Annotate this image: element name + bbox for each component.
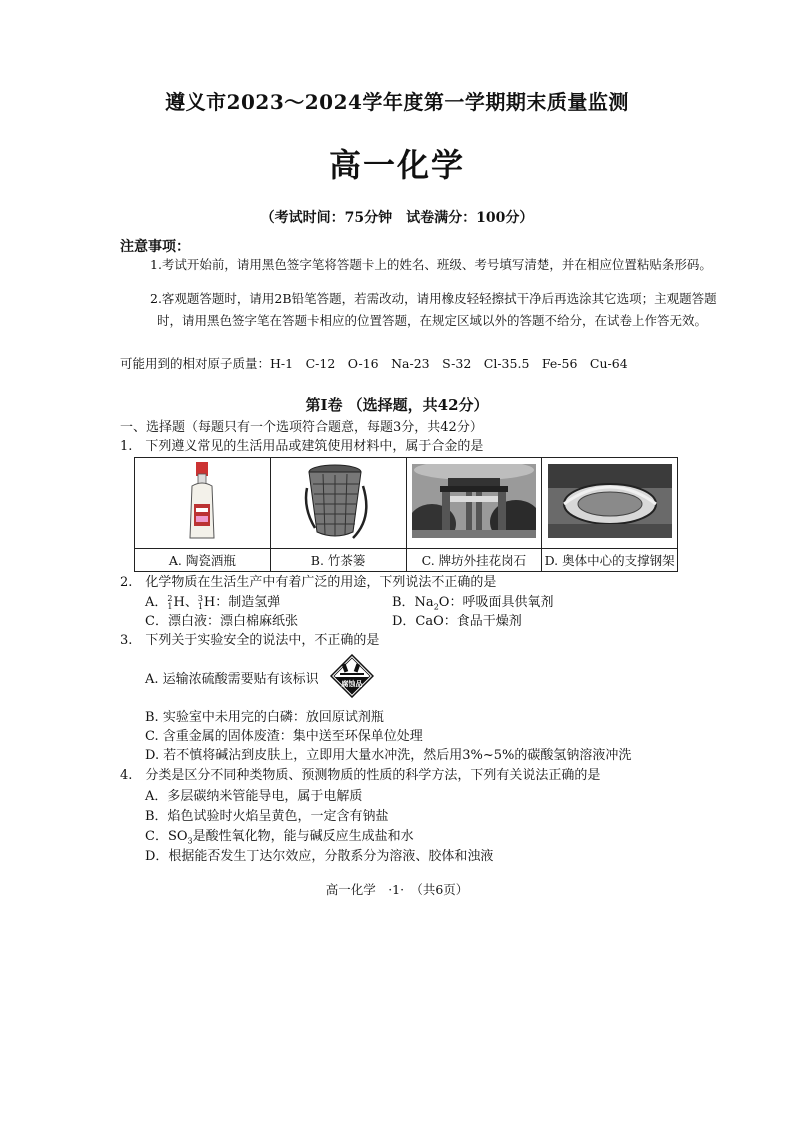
q2-option-c: C．漂白液：漂白棉麻纸张 <box>145 614 298 629</box>
q1-image-d <box>542 458 678 549</box>
corrosive-sign-label: 腐蚀品 <box>341 679 363 688</box>
q1-image-b <box>270 458 406 549</box>
q2-option-a <box>145 593 280 613</box>
q4-c-pre: C．SO <box>145 829 188 844</box>
section-heading: 第Ⅰ卷 （选择题，共42分） <box>305 396 489 414</box>
notes-heading: 注意事项： <box>120 239 190 255</box>
q2-h2-number: 1 <box>167 601 173 611</box>
q1-option-b: B. 竹茶篓 <box>270 549 406 572</box>
corrosive-hazard-icon <box>330 654 374 698</box>
q2-h3-mass: 3 <box>197 593 203 603</box>
q3-option-c: C. 含重金属的固体废渣：集中送至环保单位处理 <box>145 729 423 744</box>
exam-title: 遵义市2023～2024学年度第一学期期末质量监测 <box>165 90 629 114</box>
q2-stem: 2. 化学物质在生活生产中有着广泛的用途，下列说法不正确的是 <box>120 575 497 590</box>
liquor-bottle-icon <box>172 460 232 542</box>
q2-h2-mass: 2 <box>167 593 173 603</box>
atomic-masses: 可能用到的相对原子质量：H-1 C-12 O-16 Na-23 S-32 Cl-35.5 Fe-56 Cu-64 <box>120 356 628 371</box>
q4-option-d: D．根据能否发生丁达尔效应，分散系分为溶液、胶体和浊液 <box>145 849 494 864</box>
corrosive-sign <box>330 654 374 698</box>
q4-c-sub: 3 <box>187 836 193 846</box>
q2-h2-nuclide <box>167 595 172 611</box>
note-item-1: 1.考试开始前，请用黑色签字笔将答题卡上的姓名、班级、考号填写清楚，并在相应位置粘贴条形码。 <box>150 257 712 272</box>
q2-option-a-label: A． <box>145 595 168 610</box>
stadium-icon <box>548 464 672 538</box>
q2-b-post: O：呼吸面具供氧剂 <box>438 595 554 610</box>
q1-image-a <box>135 458 271 549</box>
page-footer: 高一化学 ·1· （共6页） <box>325 882 469 897</box>
q2-h3-nuclide <box>198 595 203 611</box>
q1-image-c <box>406 458 542 549</box>
q4-option-a: A．多层碳纳米管能导电，属于电解质 <box>145 789 363 804</box>
q3-option-d: D. 若不慎将碱沾到皮肤上，立即用大量水冲洗，然后用3%~5%的碳酸氢钠溶液冲洗 <box>145 748 632 763</box>
q2-b-pre: B．Na <box>392 595 434 610</box>
q2-option-d: D．CaO：食品干燥剂 <box>392 614 522 629</box>
q1-image-table <box>134 457 678 572</box>
q2-b-sub: 2 <box>433 602 439 612</box>
q1-option-d: D. 奥体中心的支撑钢架 <box>542 549 678 572</box>
q3-option-b: B. 实验室中未用完的白磷：放回原试剂瓶 <box>145 710 384 725</box>
bamboo-basket-icon <box>293 458 383 544</box>
note-item-2: 2.客观题答题时，请用2B铅笔答题，若需改动，请用橡皮轻轻擦拭干净后再选涂其它选项；主观题答题时，请用黑色签字笔在答题卡相应的位置答题，在规定区域以外的答题不给分，在试卷上作答无效。 <box>150 291 717 328</box>
section-instruction: 一、选择题（每题只有一个选项符合题意，每题3分，共42分） <box>120 420 483 435</box>
q2-h3-symbol: H：制造氢弹 <box>203 595 281 610</box>
stone-archway-icon <box>412 464 536 538</box>
q4-stem: 4. 分类是区分不同种类物质、预测物质的性质的科学方法，下列有关说法正确的是 <box>120 768 601 783</box>
q1-stem: 1. 下列遵义常见的生活用品或建筑使用材料中，属于合金的是 <box>120 439 484 454</box>
q4-c-post: 是酸性氧化物，能与碱反应生成盐和水 <box>192 829 414 844</box>
q1-option-c: C. 牌坊外挂花岗石 <box>406 549 542 572</box>
q3-stem: 3. 下列关于实验安全的说法中，不正确的是 <box>120 633 380 648</box>
q3-option-a: A. 运输浓硫酸需要贴有该标识 <box>145 672 319 687</box>
subject-title: 高一化学 <box>328 146 465 184</box>
q2-h3-number: 1 <box>197 601 203 611</box>
q2-h2-symbol: H、 <box>173 595 198 610</box>
q4-option-b: B．焰色试验时火焰呈黄色，一定含有钠盐 <box>145 809 389 824</box>
q1-option-a: A. 陶瓷酒瓶 <box>135 549 271 572</box>
exam-info: （考试时间：75分钟 试卷满分：100分） <box>260 210 534 226</box>
